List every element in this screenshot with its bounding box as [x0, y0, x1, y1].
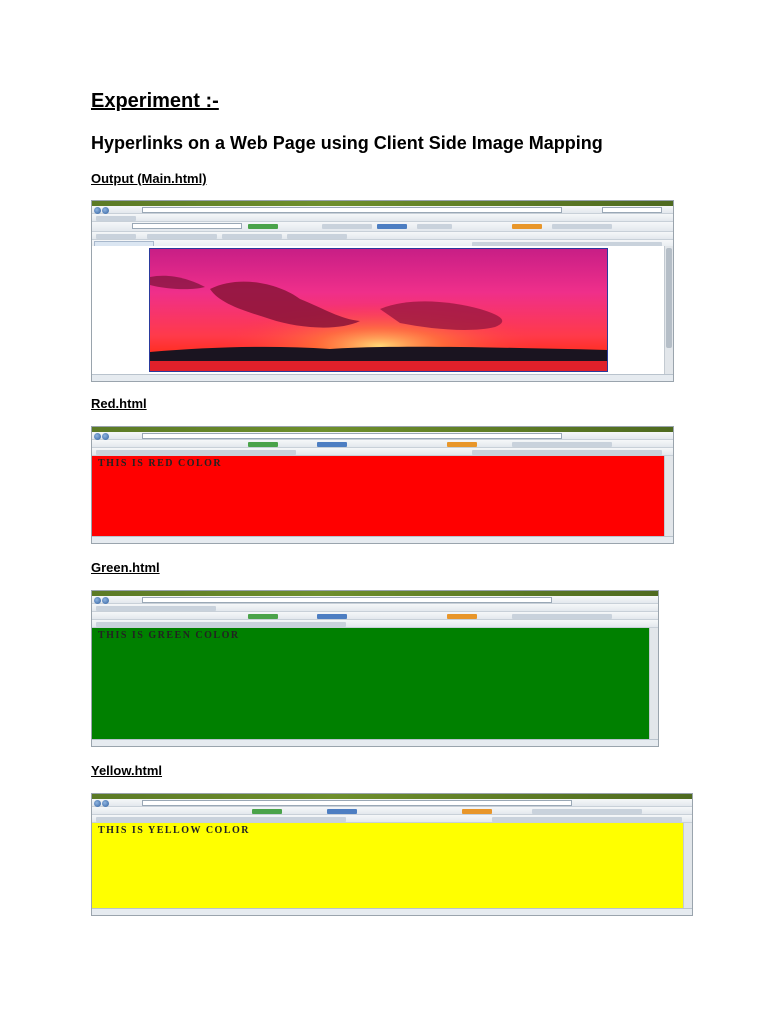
toolbar-slider[interactable] [512, 442, 612, 447]
favorites-row [92, 620, 658, 628]
page-text: THIS IS YELLOW COLOR [98, 825, 250, 836]
scroll-thumb[interactable] [666, 248, 672, 348]
toolbar-slider[interactable] [512, 614, 612, 619]
menu-items[interactable] [96, 606, 216, 611]
toolbar-music-button[interactable] [462, 809, 492, 814]
page-content-yellow [92, 823, 692, 909]
status-bar [92, 536, 673, 543]
menu-items[interactable] [96, 216, 136, 221]
scrollbar[interactable] [683, 823, 692, 909]
page-content-green [92, 628, 658, 740]
sunset-image [150, 249, 608, 372]
menu-row [92, 604, 658, 612]
back-icon[interactable] [94, 207, 101, 214]
toolbar-row [92, 440, 673, 448]
favorites-button[interactable] [96, 234, 136, 239]
caption-yellow: Yellow.html [91, 763, 163, 778]
suggested-sites-button[interactable] [147, 234, 217, 239]
toolbar-button[interactable] [322, 224, 372, 229]
toolbar-row [92, 222, 673, 232]
browser-window-green [91, 590, 659, 747]
caption-red: Red.html [91, 396, 147, 411]
page-content-red [92, 456, 673, 537]
scrollbar[interactable] [649, 628, 658, 740]
toolbar-row [92, 807, 692, 815]
favorites-bar[interactable] [96, 450, 296, 455]
favorites-bar[interactable] [96, 622, 346, 627]
green-page [92, 628, 650, 740]
add-ons-button[interactable] [287, 234, 347, 239]
page-content-main [92, 246, 673, 375]
document-heading: Experiment :- [91, 90, 219, 112]
toolbar-slider[interactable] [552, 224, 612, 229]
toolbar-search-field[interactable] [132, 223, 242, 229]
toolbar-music-button[interactable] [512, 224, 542, 229]
back-icon[interactable] [94, 597, 101, 604]
address-row [92, 799, 692, 807]
toolbar-login-button[interactable] [317, 442, 347, 447]
address-bar[interactable] [142, 433, 562, 439]
favorites-bar[interactable] [96, 817, 346, 822]
forward-icon[interactable] [102, 433, 109, 440]
toolbar-search-button[interactable] [248, 442, 278, 447]
menu-row [92, 214, 673, 222]
browser-window-red [91, 426, 674, 544]
search-box[interactable] [602, 207, 662, 213]
status-bar [92, 739, 658, 746]
red-page [92, 456, 665, 537]
address-row [92, 596, 658, 604]
back-icon[interactable] [94, 800, 101, 807]
status-bar [92, 908, 692, 915]
status-bar [92, 374, 673, 381]
toolbar-music-button[interactable] [447, 442, 477, 447]
forward-icon[interactable] [102, 800, 109, 807]
scrollbar[interactable] [664, 456, 673, 537]
toolbar-music-button[interactable] [447, 614, 477, 619]
page-text: THIS IS RED COLOR [98, 458, 223, 469]
tab-row [92, 448, 673, 456]
toolbar-slider[interactable] [532, 809, 642, 814]
toolbar-login-button[interactable] [317, 614, 347, 619]
free-hotmail-button[interactable] [222, 234, 282, 239]
browser-window-main [91, 200, 674, 382]
forward-icon[interactable] [102, 207, 109, 214]
address-bar[interactable] [142, 800, 572, 806]
toolbar-search-button[interactable] [248, 614, 278, 619]
browser-window-yellow [91, 793, 693, 916]
document-subtitle: Hyperlinks on a Web Page using Client Side Image Mapping [91, 133, 603, 153]
toolbar-row [92, 612, 658, 620]
address-row [92, 432, 673, 440]
toolbar-search-button[interactable] [248, 224, 278, 229]
favorites-row [92, 232, 673, 240]
tab-row [92, 815, 692, 823]
page-text: THIS IS GREEN COLOR [98, 630, 240, 641]
toolbar-search-button[interactable] [252, 809, 282, 814]
command-bar[interactable] [472, 450, 662, 455]
caption-main: Output (Main.html) [91, 171, 207, 186]
address-bar[interactable] [142, 207, 562, 213]
image-map-sunset[interactable] [149, 248, 608, 372]
toolbar-login-button[interactable] [327, 809, 357, 814]
back-icon[interactable] [94, 433, 101, 440]
toolbar-login-button[interactable] [377, 224, 407, 229]
forward-icon[interactable] [102, 597, 109, 604]
yellow-page [92, 823, 684, 909]
address-row [92, 206, 673, 214]
address-bar[interactable] [142, 597, 552, 603]
caption-green: Green.html [91, 560, 160, 575]
command-bar[interactable] [492, 817, 682, 822]
scrollbar[interactable] [664, 246, 673, 375]
toolbar-button[interactable] [417, 224, 452, 229]
